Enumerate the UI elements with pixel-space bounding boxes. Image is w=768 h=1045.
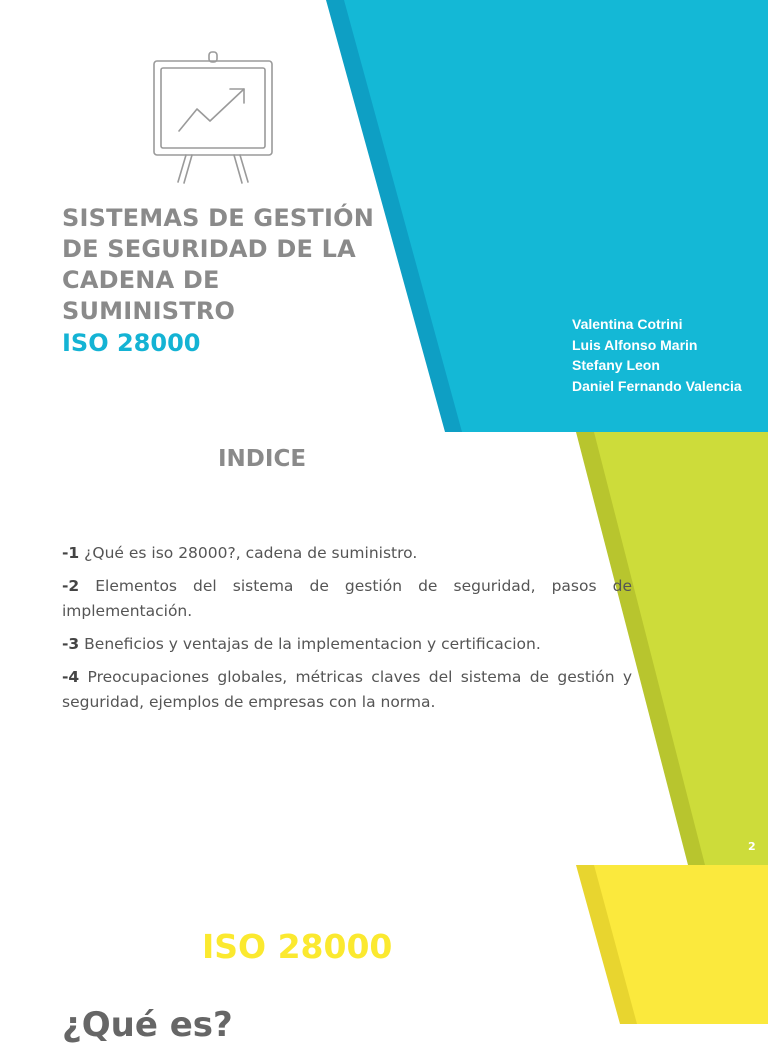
index-item <box>62 632 632 657</box>
index-item-text: Elementos del sistema de gestión de seguridad, pasos de implementación. <box>62 577 632 620</box>
index-list <box>62 541 632 723</box>
index-item-number: -1 <box>62 544 80 562</box>
index-item <box>62 541 632 566</box>
slide1-title: SISTEMAS DE GESTIÓN DE SEGURIDAD DE LA CADENA DE SUMINISTRO <box>62 204 375 325</box>
author-name: Luis Alfonso Marin <box>572 336 698 353</box>
index-item-text: Preocupaciones globales, métricas claves del sistema de gestión y seguridad, ejemplos de empresas con la norma. <box>62 668 632 711</box>
index-item <box>62 574 632 624</box>
index-item <box>62 665 632 715</box>
index-item-text: ¿Qué es iso 28000?, cadena de suministro. <box>84 544 418 562</box>
slide-what-is <box>0 865 768 1045</box>
slide3-heading: ¿Qué es? <box>62 1005 233 1045</box>
page-number: 2 <box>748 840 756 853</box>
slide-title <box>0 0 768 432</box>
index-item-number: -2 <box>62 577 80 595</box>
author-list <box>572 314 742 396</box>
slide-index <box>0 432 768 865</box>
index-item-number: -4 <box>62 668 80 686</box>
presentation-chart-icon <box>150 50 276 188</box>
author-name: Daniel Fernando Valencia <box>572 377 742 394</box>
slide3-title: ISO 28000 <box>202 927 393 966</box>
slide1-subtitle: ISO 28000 <box>62 329 201 357</box>
author-name: Stefany Leon <box>572 357 660 373</box>
index-item-text: Beneficios y ventajas de la implementacion y certificacion. <box>84 635 541 653</box>
index-item-number: -3 <box>62 635 80 653</box>
index-title: INDICE <box>218 446 307 472</box>
author-name: Valentina Cotrini <box>572 316 683 332</box>
